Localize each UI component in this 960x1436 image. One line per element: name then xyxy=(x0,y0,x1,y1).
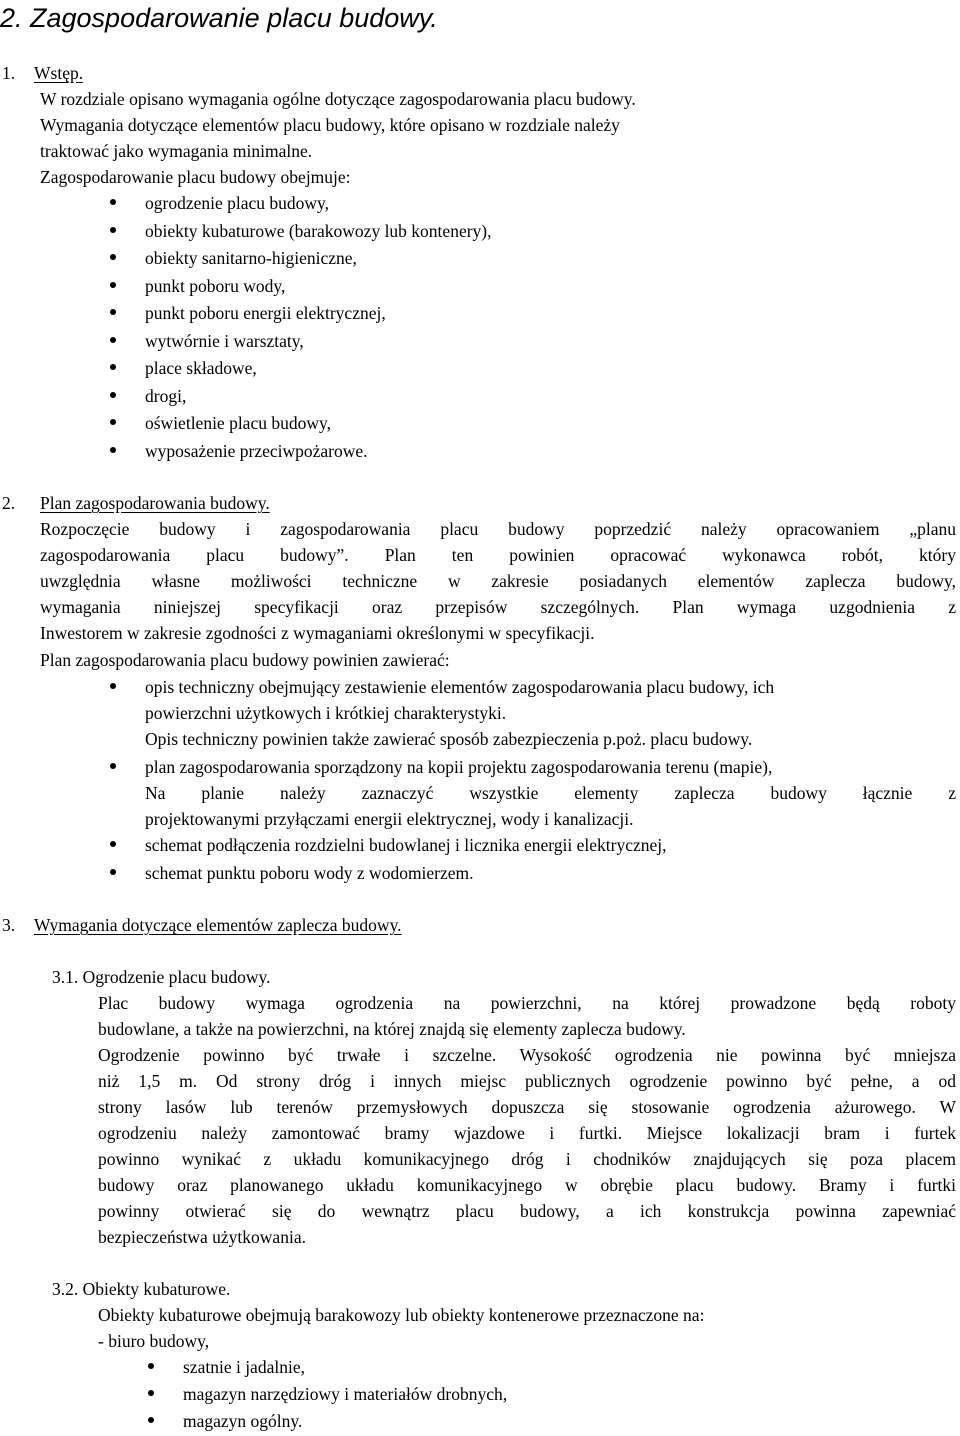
section-2-para-line: wymagania niniejszej specyfikacji oraz przepisów szczególnych. Plan wymaga uzgodnienia z xyxy=(40,597,956,617)
section-1-line-2: Wymagania dotyczące elementów placu budowy, które opisano w rozdziale należy xyxy=(40,115,620,135)
list-item: punkt poboru energii elektrycznej, xyxy=(145,303,386,323)
section-2-para-line: zagospodarowania placu budowy”. Plan ten powinien opracować wykonawca robót, który xyxy=(40,545,956,565)
section-2-para-line: Rozpoczęcie budowy i zagospodarowania placu budowy poprzedzić należy opracowaniem „planu xyxy=(40,519,956,539)
list-item: obiekty sanitarno-higieniczne, xyxy=(145,248,357,268)
subsection-3-1-line: powinny otwierać się do wewnątrz placu budowy, a ich konstrukcja powinna zapewniać xyxy=(98,1201,956,1221)
bullet-icon xyxy=(110,337,116,343)
subsection-3-1-line: Ogrodzenie powinno być trwałe i szczelne. Wysokość ogrodzenia nie powinna być mniejsza xyxy=(98,1045,956,1065)
bullet-icon xyxy=(110,364,116,370)
plan-item-3: schemat podłączenia rozdzielni budowlanej i licznika energii elektrycznej, xyxy=(145,835,667,855)
plan-item-2-cont: Na planie należy zaznaczyć wszystkie elementy zaplecza budowy łącznie z xyxy=(145,783,956,803)
bullet-icon xyxy=(110,309,116,315)
bullet-icon xyxy=(110,254,116,260)
section-1-heading: Wstęp. xyxy=(34,63,84,83)
list-item: obiekty kubaturowe (barakowozy lub kontenery), xyxy=(145,221,492,241)
list-item: drogi, xyxy=(145,386,187,406)
list-item: ogrodzenie placu budowy, xyxy=(145,193,330,213)
bullet-icon xyxy=(110,282,116,288)
plan-item-1-cont: powierzchni użytkowych i krótkiej charakterystyki. xyxy=(145,703,507,723)
section-1-number: 1. xyxy=(2,63,16,83)
subsection-3-1-heading: 3.1. Ogrodzenie placu budowy. xyxy=(52,967,271,987)
subsection-3-1-line: bezpieczeństwa użytkowania. xyxy=(98,1227,306,1247)
plan-item-2-cont: projektowanymi przyłączami energii elektrycznej, wody i kanalizacji. xyxy=(145,809,634,829)
subsection-3-2-dash-item: - biuro budowy, xyxy=(98,1331,210,1351)
subsection-3-1-line: strony lasów lub terenów przemysłowych dopuszcza się stosowanie ogrodzenia ażurowego. W xyxy=(98,1097,956,1117)
section-1-line-1: W rozdziale opisano wymagania ogólne dotyczące zagospodarowania placu budowy. xyxy=(40,89,636,109)
bullet-icon xyxy=(148,1390,154,1396)
list-item: wytwórnie i warsztaty, xyxy=(145,331,304,351)
list-item: place składowe, xyxy=(145,358,257,378)
bullet-icon xyxy=(110,419,116,425)
subsection-3-2-intro: Obiekty kubaturowe obejmują barakowozy lub obiekty kontenerowe przeznaczone na: xyxy=(98,1305,705,1325)
section-2-para-line: uwzględnia własne możliwości techniczne w zakresie posiadanych elementów zaplecza budowy, xyxy=(40,571,956,591)
section-2-para-line: Inwestorem w zakresie zgodności z wymaganiami określonymi w specyfikacji. xyxy=(40,623,595,643)
list-item: wyposażenie przeciwpożarowe. xyxy=(145,441,368,461)
subsection-3-1-line: ogrodzeniu należy zamontować bramy wjazdowe i furtki. Miejsce lokalizacji bram i furtek xyxy=(98,1123,956,1143)
bullet-icon xyxy=(148,1417,154,1423)
bullet-icon xyxy=(110,447,116,453)
list-item: szatnie i jadalnie, xyxy=(183,1357,305,1377)
section-3-number: 3. xyxy=(2,915,16,935)
subsection-3-1-line: budowlane, a także na powierzchni, na której znajdą się elementy zaplecza budowy. xyxy=(98,1019,686,1039)
subsection-3-1-line: powinno wynikać z układu komunikacyjnego dróg i chodników znajdujących się poza placem xyxy=(98,1149,956,1169)
section-3-heading: Wymagania dotyczące elementów zaplecza budowy. xyxy=(34,915,402,935)
subsection-3-1-line: budowy oraz planowanego układu komunikacyjnego w obrębie placu budowy. Bramy i furtki xyxy=(98,1175,956,1195)
section-2-list-intro: Plan zagospodarowania placu budowy powinien zawierać: xyxy=(40,650,450,670)
subsection-3-1-line: Plac budowy wymaga ogrodzenia na powierzchni, na której prowadzone będą roboty xyxy=(98,993,956,1013)
list-item: oświetlenie placu budowy, xyxy=(145,413,331,433)
section-1-line-4: Zagospodarowanie placu budowy obejmuje: xyxy=(40,167,351,187)
section-1-line-3: traktować jako wymagania minimalne. xyxy=(40,141,313,161)
plan-item-1-cont: Opis techniczny powinien także zawierać sposób zabezpieczenia p.poż. placu budowy. xyxy=(145,729,753,749)
bullet-icon xyxy=(110,227,116,233)
plan-item-2: plan zagospodarowania sporządzony na kopii projektu zagospodarowania terenu (mapie), xyxy=(145,757,773,777)
section-2-number: 2. xyxy=(2,493,16,513)
bullet-icon xyxy=(110,199,116,205)
bullet-icon xyxy=(110,869,116,875)
section-2-heading: Plan zagospodarowania budowy. xyxy=(40,493,270,513)
bullet-icon xyxy=(110,841,116,847)
plan-item-4: schemat punktu poboru wody z wodomierzem. xyxy=(145,863,474,883)
list-item: punkt poboru wody, xyxy=(145,276,286,296)
list-item: magazyn narzędziowy i materiałów drobnych, xyxy=(183,1384,508,1404)
list-item: magazyn ogólny. xyxy=(183,1411,303,1431)
bullet-icon xyxy=(110,683,116,689)
subsection-3-2-heading: 3.2. Obiekty kubaturowe. xyxy=(52,1279,231,1299)
page-title: 2. Zagospodarowanie placu budowy. xyxy=(0,3,438,33)
bullet-icon xyxy=(110,392,116,398)
bullet-icon xyxy=(110,763,116,769)
subsection-3-1-line: niż 1,5 m. Od strony dróg i innych miejsc publicznych ogrodzenie powinno być pełne, a od xyxy=(98,1071,956,1091)
bullet-icon xyxy=(148,1363,154,1369)
plan-item-1: opis techniczny obejmujący zestawienie elementów zagospodarowania placu budowy, ich xyxy=(145,677,775,697)
